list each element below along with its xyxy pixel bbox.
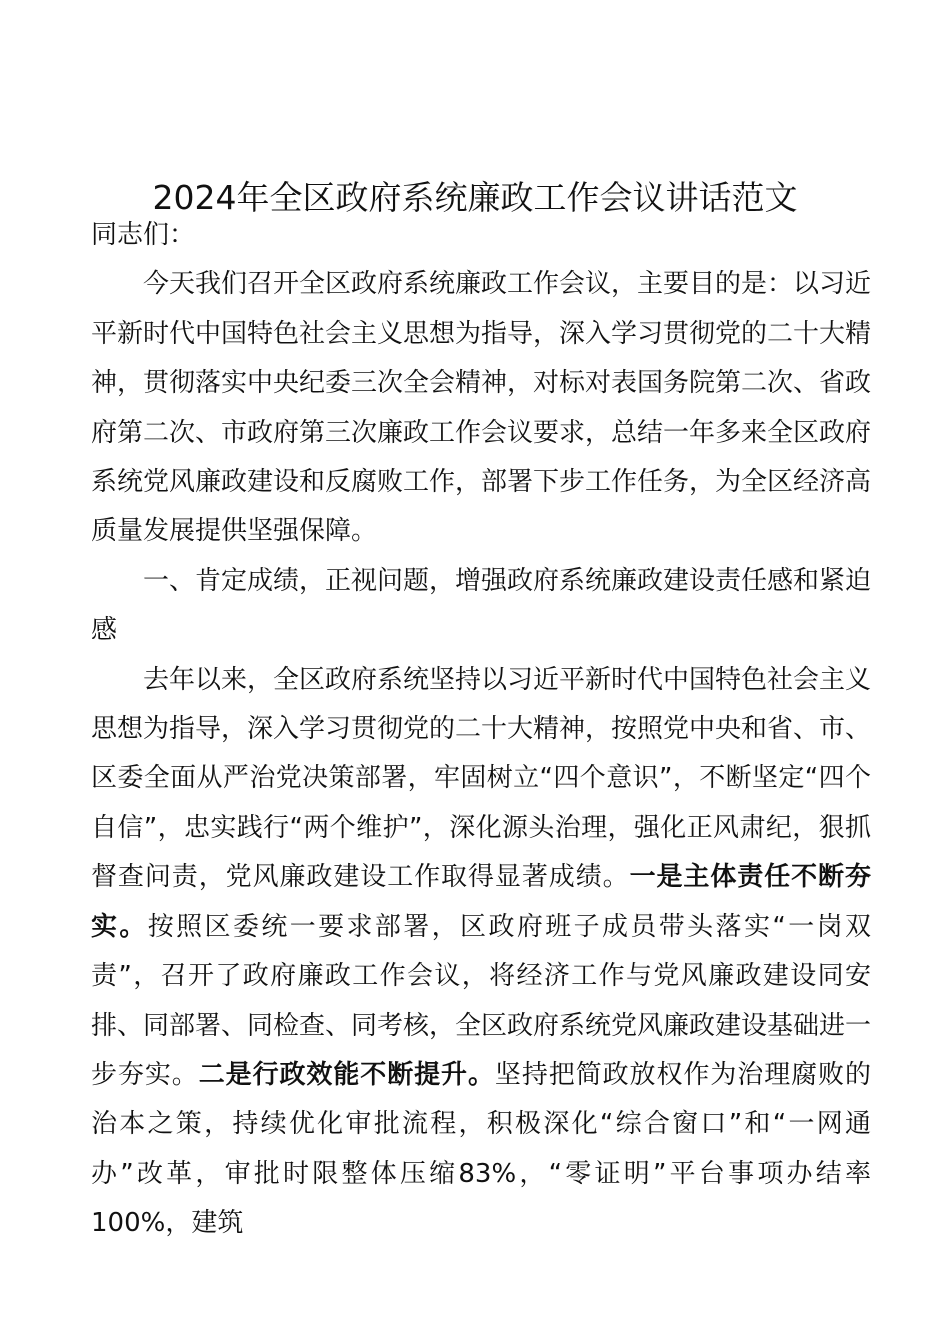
document-title: 2024年全区政府系统廉政工作会议讲话范文 xyxy=(152,178,798,217)
bold-point-1: 一是主体责任不断夯实。 xyxy=(91,862,871,942)
paragraph-text: 按照区委统一要求部署，区政府班子成员带头落实“一岗双责”，召开了政府廉政工作会议，将经济工作与党风廉政建设同安排、同部署、同检查、同考核，全区政府系统党风廉政建设基础进一步夯实。 xyxy=(91,911,872,1090)
salutation: 同志们： xyxy=(91,220,196,250)
document-body xyxy=(91,211,871,1249)
section-heading-1: 一、肯定成绩，正视问题，增强政府系统廉政建设责任感和紧迫感 xyxy=(91,565,872,646)
bold-point-2: 二是行政效能不断提升。 xyxy=(198,1059,495,1090)
paragraph-text: 去年以来，全区政府系统坚持以习近平新时代中国特色社会主义思想为指导，深入学习贯彻党的二十大精神，按照党中央和省、市、区委全面从严治党决策部署，牢固树立“四个意识”，不断坚定“四个自信”，忠实践行“两个维护”，深化源头治理，强化正风肃纪，狠抓督查问责，党风廉政建设工作取得显著成绩。 xyxy=(91,664,872,893)
paragraph-achievements xyxy=(91,656,871,1249)
paragraph-intro: 今天我们召开全区政府系统廉政工作会议，主要目的是：以习近平新时代中国特色社会主义思想为指导，深入学习贯彻党的二十大精神，贯彻落实中央纪委三次全会精神，对标对表国务院第二次、省政府第二次、市政府第三次廉政工作会议要求，总结一年多来全区政府系统党风廉政建设和反腐败工作，部署下步工作任务，为全区经济高质量发展提供坚强保障。 xyxy=(91,269,872,547)
paragraph-text: 坚持把简政放权作为治理腐败的治本之策，持续优化审批流程，积极深化“综合窗口”和“一网通办”改革，审批时限整体压缩83%，“零证明”平台事项办结率100%，建筑 xyxy=(91,1059,871,1239)
